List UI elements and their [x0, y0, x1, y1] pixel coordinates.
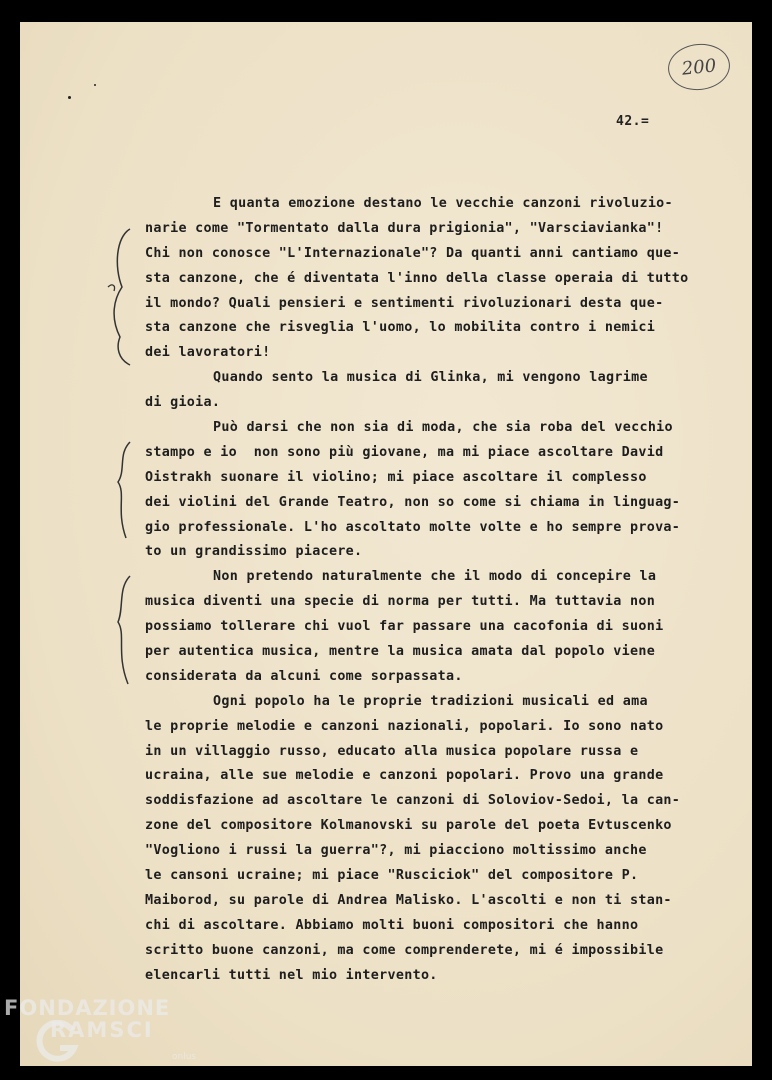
- watermark-suffix: onlus: [172, 1052, 197, 1062]
- text-line: zone del compositore Kolmanovski su parole del poeta Evtuscenko: [145, 818, 672, 834]
- text-line: sta canzone che risveglia l'uomo, lo mobilita contro i nemici: [145, 320, 656, 336]
- text-line: scritto buone canzoni, ma come comprenderete, mi é impossibile: [145, 942, 664, 958]
- text-line: Quando sento la musica di Glinka, mi vengono lagrime: [213, 370, 648, 386]
- text-line: Chi non conosce "L'Internazionale"? Da quanti anni cantiamo que-: [145, 245, 681, 261]
- text-line: ucraina, alle sue melodie e canzoni popolari. Provo una grande: [145, 768, 664, 784]
- handwritten-page-annotation: [666, 41, 732, 93]
- text-line: dei lavoratori!: [145, 345, 271, 361]
- document-page: [20, 22, 752, 1066]
- ink-speck: [68, 96, 71, 99]
- text-line: to un grandissimo piacere.: [145, 544, 363, 560]
- text-line: di gioia.: [145, 395, 221, 411]
- fondazione-gramsci-watermark: [4, 996, 197, 1062]
- text-line: stampo e io non sono più giovane, ma mi piace ascoltare David: [145, 444, 664, 460]
- text-line: possiamo tollerare chi vuol far passare una cacofonia di suoni: [145, 619, 664, 635]
- text-line: elencarli tutti nel mio intervento.: [145, 967, 438, 983]
- text-line: Oistrakh suonare il violino; mi piace ascoltare il complesso: [145, 469, 647, 485]
- text-line: Non pretendo naturalmente che il modo di concepire la: [213, 569, 657, 585]
- margin-bracket-mark: [112, 440, 142, 540]
- ink-speck: [94, 84, 96, 86]
- text-line: dei violini del Grande Teatro, non so come si chiama in linguag-: [145, 494, 681, 510]
- gramsci-g-logo-icon: [34, 1020, 80, 1066]
- text-line: sta canzone, che é diventata l'inno della classe operaia di tutto: [145, 270, 689, 286]
- text-line: Ogni popolo ha le proprie tradizioni musicali ed ama: [213, 693, 648, 709]
- text-line: in un villaggio russo, educato alla musica popolare russa e: [145, 743, 639, 759]
- text-line: Può darsi che non sia di moda, che sia roba del vecchio: [213, 420, 673, 436]
- text-line: Maiborod, su parole di Andrea Malisko. L'ascolti e non ti stan-: [145, 892, 672, 908]
- watermark-line-2: RAMSCI: [50, 1018, 154, 1042]
- text-line: gio professionale. L'ho ascoltato molte volte e ho sempre prova-: [145, 519, 681, 535]
- text-line: "Vogliono i russi la guerra"?, mi piacciono moltissimo anche: [145, 843, 647, 859]
- typed-body-text: [145, 192, 730, 989]
- annotation-number: 200: [680, 54, 718, 80]
- text-line: soddisfazione ad ascoltare le canzoni di Soloviov-Sedoi, la can-: [145, 793, 681, 809]
- text-line: E quanta emozione destano le vecchie canzoni rivoluzio-: [213, 196, 673, 211]
- text-line: chi di ascoltare. Abbiamo molti buoni compositori che hanno: [145, 917, 639, 933]
- text-line: considerata da alcuni come sorpassata.: [145, 668, 463, 684]
- text-line: musica diventi una specie di norma per tutti. Ma tuttavia non: [145, 594, 656, 610]
- margin-bracket-mark: [106, 227, 136, 367]
- text-line: narie come "Tormentato dalla dura prigionia", "Varsciavianka"!: [145, 220, 664, 236]
- text-line: il mondo? Quali pensieri e sentimenti rivoluzionari desta que-: [145, 295, 664, 311]
- margin-bracket-mark: [112, 574, 142, 686]
- page-number: 42.=: [616, 114, 650, 129]
- text-line: le proprie melodie e canzoni nazionali, popolari. Io sono nato: [145, 718, 664, 734]
- watermark-line-1: FONDAZIONE: [4, 996, 171, 1020]
- text-line: le cansoni ucraine; mi piace "Rusciciok" del compositore P.: [145, 868, 639, 884]
- text-line: per autentica musica, mentre la musica amata dal popolo viene: [145, 644, 656, 660]
